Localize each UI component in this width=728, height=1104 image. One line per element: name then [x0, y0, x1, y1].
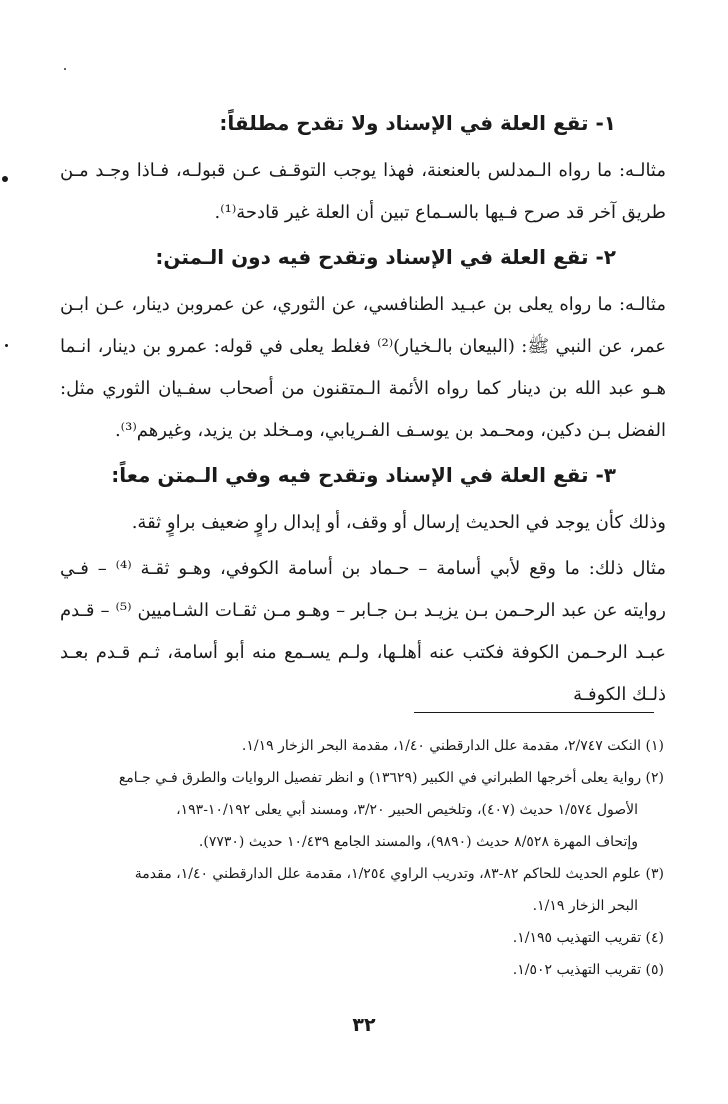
margin-speck-mark: [5, 344, 8, 347]
footnote-3-line-2: البحر الزخار ١/١٩.: [532, 898, 638, 914]
section-3-paragraph-1: وذلك كأن يوجد في الحديث إرسال أو وقف، أو إبدال راوٍ ضعيف براوٍ ثقة.: [131, 512, 666, 533]
footnote-3-line-1: (٣) علوم الحديث للحاكم ٨٢-٨٣، وتدريب الراوي ١/٢٥٤، مقدمة علل الدارقطني ١/٤٠، مقدمة: [134, 866, 664, 882]
section-heading-1: ١- تقع العلة في الإسناد ولا تقدح مطلقاً:: [219, 111, 616, 135]
footnote-3: [64, 858, 664, 922]
scan-speck: [64, 68, 66, 70]
footnote-separator: [414, 712, 654, 713]
footnote-1: [64, 730, 664, 762]
footnotes: [64, 730, 664, 986]
section-3-paragraph-2: مثال ذلك: ما وقع لأبي أسامة – حـماد بن أسامة الكوفي، وهـو ثقـة ⁽⁴⁾ – فـي روايته عن عبد الرحـمن بـن يزيـد بـن جـابر – وهـو مـن ثقـات الشـاميين ⁽⁵⁾ – قـدم عبـد الرحـمن الكوفة فكتب عنه أهلـها، ولـم يسـمع منه أبو أسامة، ثـم قـدم بعـد ذلـك الكوفـة: [60, 558, 666, 705]
section-heading-3: ٣- تقع العلة في الإسناد وتقدح فيه وفي الـمتن معاً:: [111, 463, 616, 487]
footnote-2-line-1: (٢) رواية يعلى أخرجها الطبراني في الكبير (١٣٦٢٩) و انظر تفصيل الروايات والطرق فـي جـامع: [118, 770, 664, 786]
section-heading-2: ٢- تقع العلة في الإسناد وتقدح فيه دون الـمتن:: [155, 245, 616, 269]
margin-bullet-mark: [2, 176, 8, 182]
footnote-2-line-2: الأصول ١/٥٧٤ حديث (٤٠٧)، وتلخيص الحبير ٣/٢٠، ومسند أبي يعلى ١٠/١٩٢-١٩٣،: [176, 802, 638, 818]
footnote-5-line-1: (٥) تقريب التهذيب ١/٥٠٢.: [512, 962, 664, 978]
footnote-1-line-1: (١) النكت ٢/٧٤٧، مقدمة علل الدارقطني ١/٤٠، مقدمة البحر الزخار ١/١٩.: [241, 738, 664, 754]
footnote-2: [64, 762, 664, 858]
footnote-4-line-1: (٤) تقريب التهذيب ١/١٩٥.: [512, 930, 664, 946]
page-number: ٣٢: [352, 1014, 376, 1036]
section-1-paragraph-1: مثالـه: ما رواه الـمدلس بالعنعنة، فهذا يوجب التوقـف عـن قبولـه، فـاذا وجـد مـن طريق آخر قد صرح فـيها بالسـماع تبين أن العلة غير قادحة⁽¹⁾.: [60, 160, 666, 223]
footnote-2-line-3: وإتحاف المهرة ٨/٥٢٨ حديث (٩٨٩٠)، والمسند الجامع ١٠/٤٣٩ حديث (٧٧٣٠).: [198, 834, 638, 850]
footnote-4: [64, 922, 664, 954]
footnote-5: [64, 954, 664, 986]
section-2-paragraph-1: مثالـه: ما رواه يعلى بن عبـيد الطنافسي، عن الثوري، عن عمروبن دينار، عـن ابـن عمر، عن النبي ﷺ: (البيعان بالـخيار)⁽²⁾ فغلط يعلى في قوله: عمرو بن دينار، انـما هـو عبد الله بن دينار كما رواه الأئمة الـمتقنون من أصحاب سفـيان الثوري مثل: الفضل بـن دكين، ومحـمد بن يوسـف الفـريابي، ومـخلد بن يزيد، وغيرهم⁽³⁾.: [60, 294, 667, 441]
